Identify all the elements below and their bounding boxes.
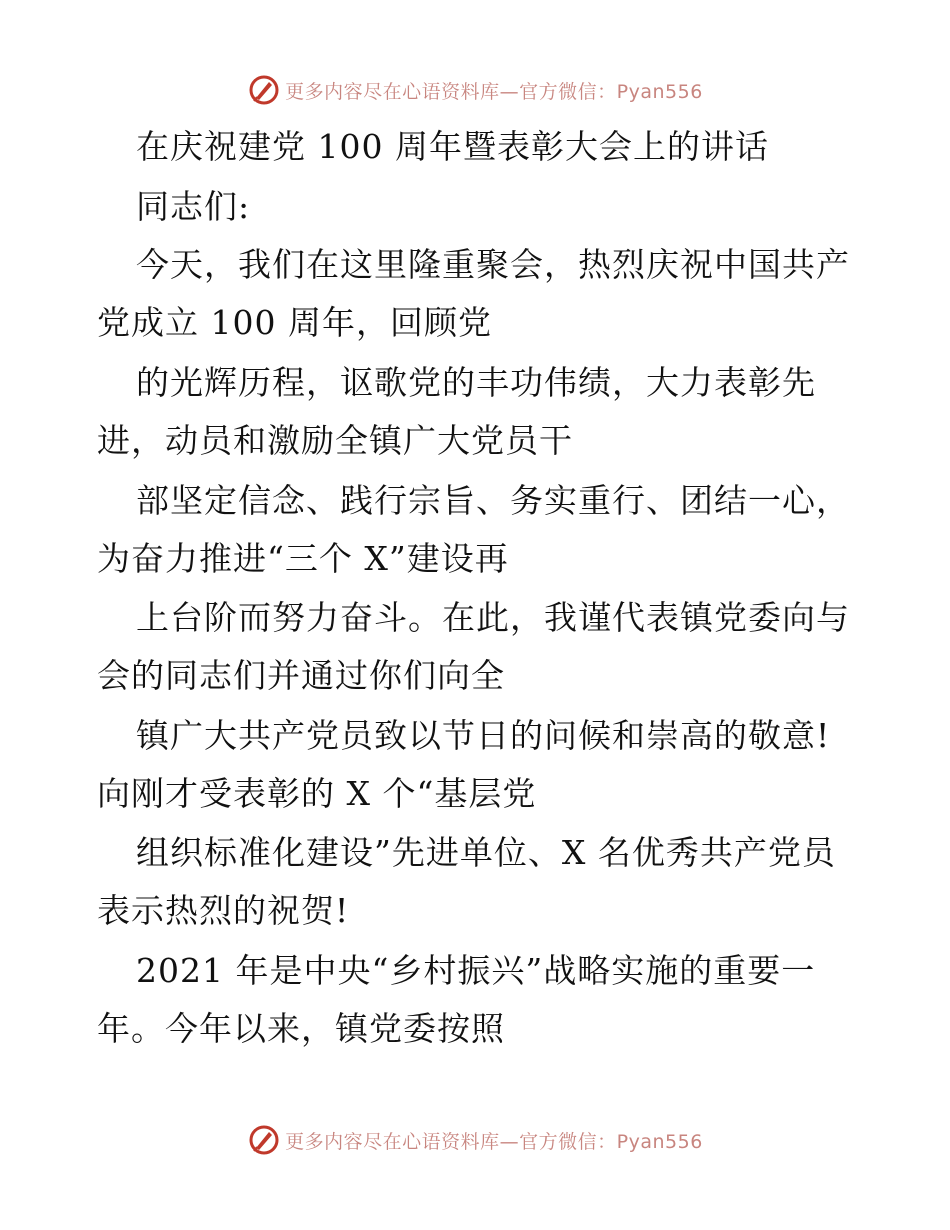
document-title: 在庆祝建党 100 周年暨表彰大会上的讲话 [136, 127, 769, 166]
paragraph-line: 今天，我们在这里隆重聚会，热烈庆祝中国共产 [136, 245, 850, 284]
footer-watermark-banner [0, 1120, 950, 1160]
quill-pen-circle-icon [247, 1123, 281, 1157]
paragraph-line: 进，动员和激励全镇广大党员干 [97, 421, 573, 460]
paragraph-line: 年。今年以来，镇党委按照 [97, 1009, 505, 1048]
salutation: 同志们: [136, 187, 251, 226]
paragraph-line: 表示热烈的祝贺! [97, 891, 350, 930]
paragraph-line: 组织标准化建设”先进单位、X 名优秀共产党员 [136, 833, 836, 872]
paragraph-line: 为奋力推进“三个 X”建设再 [97, 539, 509, 578]
paragraph-line: 2021 年是中央“乡村振兴”战略实施的重要一 [136, 951, 816, 990]
paragraph-line: 镇广大共产党员致以节日的问候和崇高的敬意! [136, 716, 831, 755]
paragraph-line: 上台阶而努力奋斗。在此，我谨代表镇党委向与 [136, 598, 850, 637]
paragraph-line: 党成立 100 周年，回顾党 [97, 303, 492, 342]
watermark-text: 更多内容尽在心语资料库—官方微信：Pyan556 [285, 80, 703, 103]
watermark-text: 更多内容尽在心语资料库—官方微信：Pyan556 [285, 1130, 703, 1153]
paragraph-line: 会的同志们并通过你们向全 [97, 656, 505, 695]
paragraph-line: 的光辉历程，讴歌党的丰功伟绩，大力表彰先 [136, 363, 816, 402]
paragraph-line: 向刚才受表彰的 X 个“基层党 [97, 774, 537, 813]
paragraph-line: 部坚定信念、践行宗旨、务实重行、团结一心， [136, 481, 850, 520]
